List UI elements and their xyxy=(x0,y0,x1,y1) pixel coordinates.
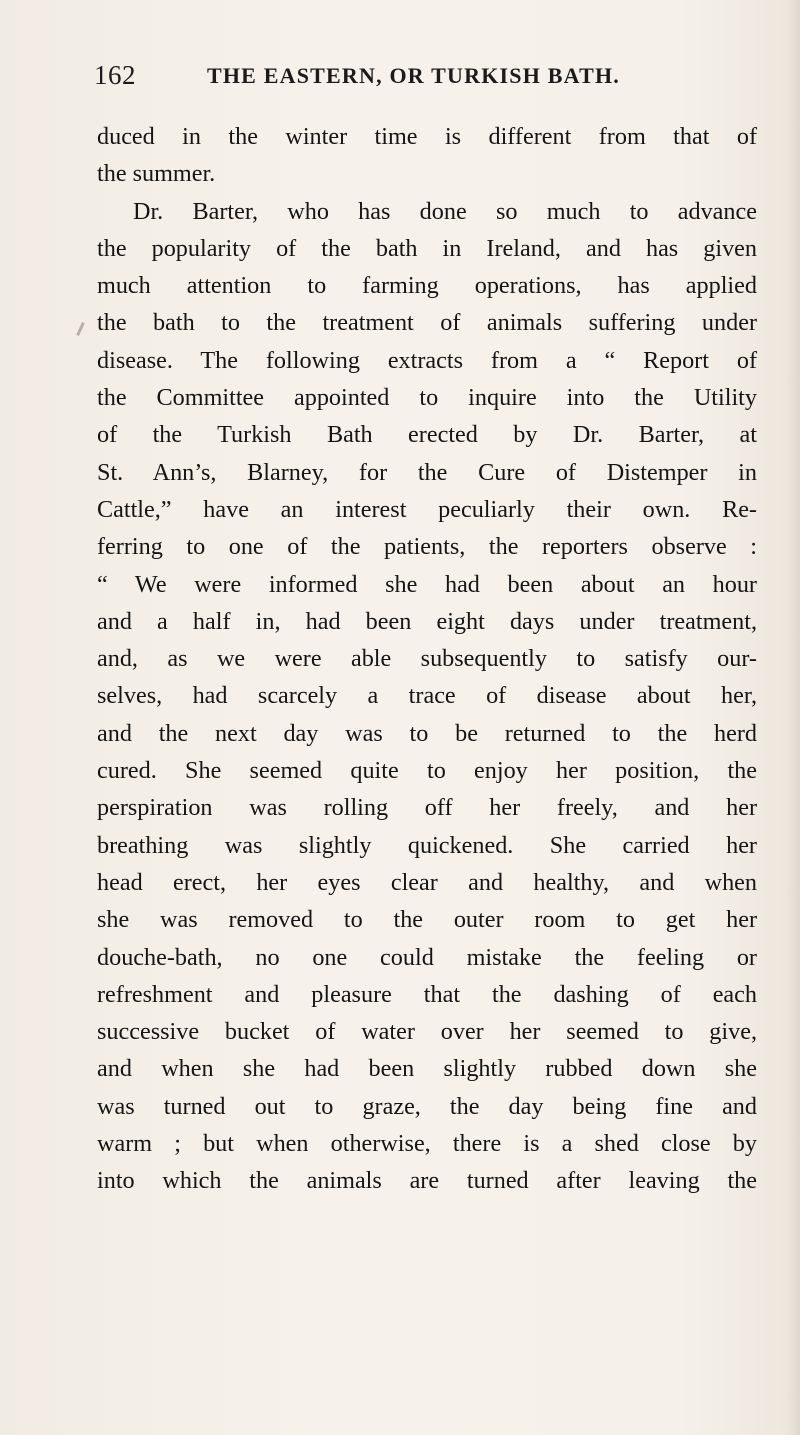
text-line: Dr. Barter, who has done so much to advance xyxy=(133,197,757,225)
text-line: “ We were informed she had been about an hour xyxy=(97,570,757,598)
text-line: the Committee appointed to inquire into the Utility xyxy=(97,384,757,412)
text-line: head erect, her eyes clear and healthy, and when xyxy=(97,868,757,896)
text-line: refreshment and pleasure that the dashing of each xyxy=(97,980,757,1008)
text-line: warm ; but when otherwise, there is a shed close by xyxy=(97,1130,757,1158)
text-line: the popularity of the bath in Ireland, and has given xyxy=(97,234,757,262)
text-line: ferring to one of the patients, the reporters observe : xyxy=(97,533,757,561)
body-text xyxy=(97,118,757,1200)
text-line: selves, had scarcely a trace of disease about her, xyxy=(97,682,757,710)
text-line: the bath to the treatment of animals suffering under xyxy=(97,309,757,337)
text-line: Cattle,” have an interest peculiarly their own. Re- xyxy=(97,495,757,523)
running-title: THE EASTERN, OR TURKISH BATH. xyxy=(207,63,620,88)
text-line: and when she had been slightly rubbed down she xyxy=(97,1055,757,1083)
text-line: the summer. xyxy=(97,160,216,188)
text-line: perspiration was rolling off her freely, and her xyxy=(97,794,757,822)
margin-mark xyxy=(76,322,85,336)
text-line: she was removed to the outer room to get her xyxy=(97,906,757,934)
text-line: breathing was slightly quickened. She carried her xyxy=(97,831,757,859)
text-line: cured. She seemed quite to enjoy her position, the xyxy=(97,757,757,785)
text-line: and, as we were able subsequently to satisfy our- xyxy=(97,645,757,673)
page-number: 162 xyxy=(94,60,136,90)
text-line: much attention to farming operations, has applied xyxy=(97,272,757,300)
running-head xyxy=(94,60,754,94)
text-line: disease. The following extracts from a “ Report of xyxy=(97,346,757,374)
text-line: St. Ann’s, Blarney, for the Cure of Distemper in xyxy=(97,458,757,486)
text-line: was turned out to graze, the day being fine and xyxy=(97,1092,757,1120)
text-line: successive bucket of water over her seemed to give, xyxy=(97,1018,757,1046)
text-line: of the Turkish Bath erected by Dr. Barter, at xyxy=(97,421,757,449)
page-edge-shadow xyxy=(786,0,800,1435)
text-line: into which the animals are turned after leaving the xyxy=(97,1167,757,1195)
text-line: duced in the winter time is different from that of xyxy=(97,123,757,150)
text-line: and the next day was to be returned to the herd xyxy=(97,719,757,747)
text-line: and a half in, had been eight days under treatment, xyxy=(97,607,757,635)
text-line: douche-bath, no one could mistake the feeling or xyxy=(97,943,757,971)
